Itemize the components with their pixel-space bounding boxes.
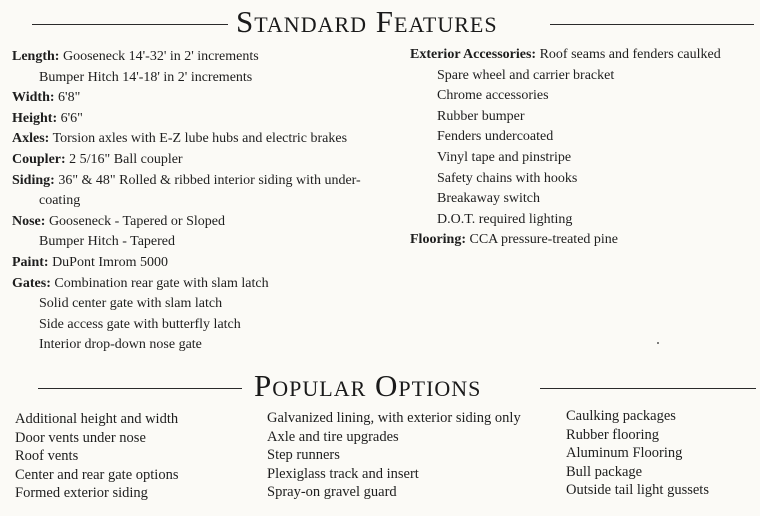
option-item: Door vents under nose bbox=[15, 429, 146, 446]
feature-line bbox=[410, 45, 721, 66]
feature-text: Gooseneck - Tapered or Sloped bbox=[45, 213, 225, 229]
option-item: Caulking packages bbox=[566, 408, 676, 424]
feature-line bbox=[410, 189, 721, 210]
feature-line bbox=[12, 315, 361, 336]
feature-line bbox=[12, 253, 361, 274]
feature-text: 2 5/16" Ball coupler bbox=[65, 151, 183, 167]
feature-line bbox=[12, 68, 361, 89]
feature-line bbox=[12, 88, 361, 109]
heading-rule-left bbox=[32, 24, 228, 25]
standard-features-right-column bbox=[410, 45, 721, 251]
feature-text: Safety chains with hooks bbox=[437, 170, 578, 186]
options-column-3 bbox=[566, 407, 709, 500]
feature-line bbox=[410, 86, 721, 107]
feature-line bbox=[12, 129, 361, 150]
feature-text: DuPont Imrom 5000 bbox=[48, 254, 168, 270]
feature-text: Gooseneck 14'-32' in 2' increments bbox=[59, 49, 259, 64]
option-item: Bull package bbox=[566, 463, 643, 480]
feature-line bbox=[12, 191, 361, 212]
feature-text: 6'6" bbox=[57, 110, 83, 126]
heading-rule-right bbox=[540, 388, 756, 389]
feature-line bbox=[410, 148, 721, 169]
feature-line bbox=[12, 232, 361, 253]
feature-term: Length: bbox=[12, 49, 60, 64]
feature-text: Fenders undercoated bbox=[437, 129, 554, 145]
option-item: Additional height and width bbox=[15, 411, 179, 427]
options-column-1 bbox=[15, 410, 178, 503]
feature-text: Bumper Hitch 14'-18' in 2' increments bbox=[39, 69, 253, 85]
feature-text: Vinyl tape and pinstripe bbox=[437, 149, 572, 165]
feature-line bbox=[12, 274, 361, 295]
feature-text: 6'8" bbox=[54, 90, 81, 106]
feature-term: Exterior Accessories: bbox=[410, 47, 537, 62]
feature-term: Gates: bbox=[12, 275, 51, 291]
feature-line bbox=[12, 109, 361, 130]
feature-text: D.O.T. required lighting bbox=[437, 211, 573, 227]
feature-text: CCA pressure-treated pine bbox=[466, 232, 619, 248]
option-item: Outside tail light gussets bbox=[566, 482, 709, 498]
feature-term: Coupler: bbox=[12, 151, 66, 167]
feature-text: Solid center gate with slam latch bbox=[39, 296, 223, 312]
standard-features-left-column bbox=[12, 47, 361, 356]
feature-term: Height: bbox=[12, 110, 58, 126]
feature-text: Breakaway switch bbox=[437, 191, 541, 207]
feature-text: Chrome accessories bbox=[437, 88, 549, 104]
feature-line bbox=[12, 171, 361, 192]
option-item: Galvanized lining, with exterior siding only bbox=[267, 410, 521, 426]
heading-rule-right bbox=[550, 24, 754, 25]
feature-term: Siding: bbox=[12, 172, 55, 188]
feature-text: Interior drop-down nose gate bbox=[39, 337, 202, 353]
standard-features-title: Standard Features bbox=[236, 4, 498, 39]
feature-line bbox=[12, 150, 361, 171]
feature-term: Paint: bbox=[12, 254, 49, 270]
feature-text: 36" & 48" Rolled & ribbed interior siding with under- bbox=[54, 172, 361, 188]
feature-line bbox=[12, 335, 361, 356]
option-item: Roof vents bbox=[15, 448, 79, 464]
popular-options-title: Popular Options bbox=[254, 368, 482, 403]
feature-term: Flooring: bbox=[410, 232, 466, 248]
option-item: Spray-on gravel guard bbox=[267, 484, 397, 500]
feature-line bbox=[410, 127, 721, 148]
standard-features-header bbox=[0, 2, 760, 42]
feature-text: Bumper Hitch - Tapered bbox=[39, 234, 175, 250]
feature-line bbox=[410, 66, 721, 87]
option-item: Axle and tire upgrades bbox=[267, 428, 399, 445]
option-item: Plexiglass track and insert bbox=[267, 465, 419, 482]
feature-line bbox=[12, 212, 361, 233]
feature-line bbox=[410, 107, 721, 128]
feature-term: Width: bbox=[12, 90, 55, 106]
option-item: Formed exterior siding bbox=[15, 485, 148, 501]
feature-line bbox=[410, 169, 721, 190]
print-speck bbox=[657, 342, 659, 344]
feature-line bbox=[410, 230, 721, 251]
feature-text: Side access gate with butterfly latch bbox=[39, 316, 241, 332]
feature-line bbox=[12, 294, 361, 315]
feature-line bbox=[12, 47, 361, 68]
popular-options-header bbox=[0, 366, 760, 406]
feature-text: Combination rear gate with slam latch bbox=[50, 275, 269, 291]
options-column-2 bbox=[267, 409, 521, 502]
feature-term: Nose: bbox=[12, 213, 46, 229]
feature-line bbox=[410, 210, 721, 231]
option-item: Aluminum Flooring bbox=[566, 445, 683, 461]
option-item: Rubber flooring bbox=[566, 426, 660, 443]
option-item: Step runners bbox=[267, 447, 340, 463]
option-item: Center and rear gate options bbox=[15, 466, 179, 483]
feature-text: Torsion axles with E-Z lube hubs and electric brakes bbox=[49, 131, 348, 147]
feature-text: Rubber bumper bbox=[437, 108, 525, 124]
feature-text: coating bbox=[39, 193, 81, 209]
feature-term: Axles: bbox=[12, 131, 50, 147]
feature-text: Roof seams and fenders caulked bbox=[536, 47, 721, 62]
feature-text: Spare wheel and carrier bracket bbox=[437, 67, 615, 83]
heading-rule-left bbox=[38, 388, 242, 389]
